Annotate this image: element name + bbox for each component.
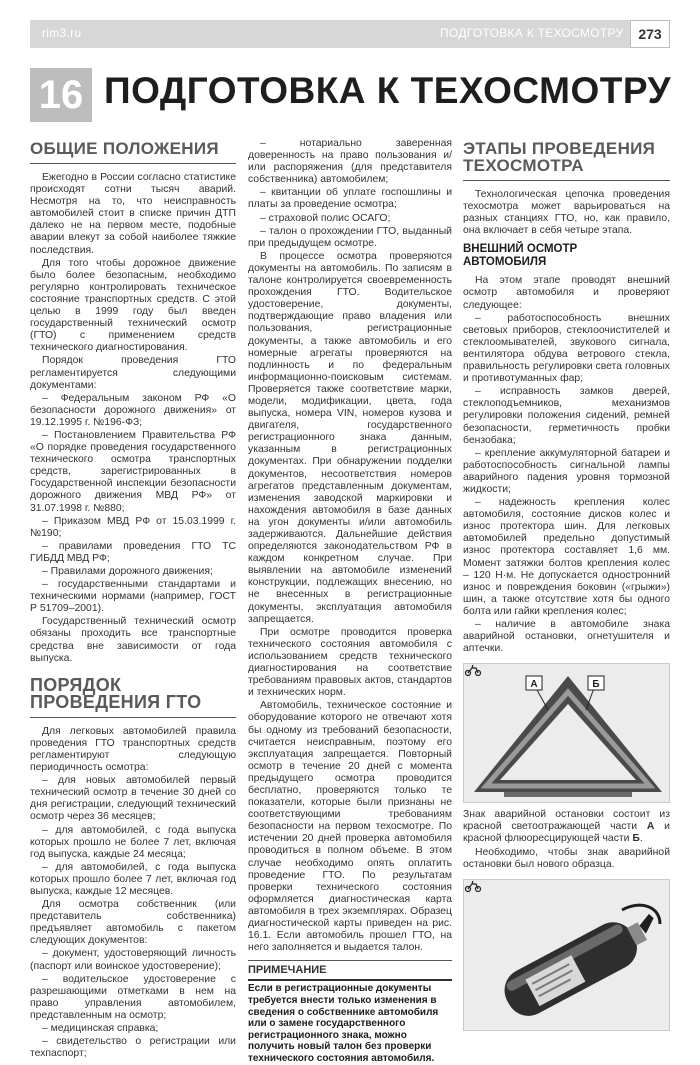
motorcycle-icon	[464, 880, 482, 892]
list-item: – надежность крепления колес автомобиля, состояние дисков колес и износ протектора шин. Для легковых автомобилей предельно допустимый износ протектора составляет 1,6 мм. Момент затяжки болтов крепления колес – 120 Н·м. Не допускается одностронний износ и повреждения боковин («грыжи») шин, а также отсутствие хотя бы одного болта или гайки крепления колес;	[463, 497, 670, 617]
column-1	[30, 140, 236, 1061]
subsection-title	[463, 243, 670, 269]
list-item: – нотариально заверенная доверенность на право пользования и/или распоряжения (для представителя собственника) автомобилем;	[248, 138, 452, 186]
section-title-line: ЭТАПЫ ПРОВЕДЕНИЯ	[463, 139, 656, 158]
list-item: – квитанции об уплате госпошлины и платы за проведение осмотра;	[248, 187, 452, 211]
list-item: – для автомобилей, с года выпуска которых прошло не более 7 лет, включая год выпуска, каждые 24 месяца;	[30, 824, 236, 860]
section-rule	[30, 163, 236, 164]
section-title-general: ОБЩИЕ ПОЛОЖЕНИЯ	[30, 139, 219, 158]
column-3	[463, 140, 670, 1037]
paragraph: Государственный технический осмотр обязаны проходить все транспортные средства вне зависимости от года выпуска.	[30, 616, 236, 664]
column-2	[248, 138, 452, 1065]
list-item: – Приказом МВД РФ от 15.03.1999 г. №190;	[30, 515, 236, 539]
caption-text: и красной флюоресцирующей части	[463, 821, 670, 845]
section-rule	[30, 717, 236, 718]
list-item: – Федеральным законом РФ «О безопасности дорожного движения» от 19.12.1995 г. №196-ФЗ;	[30, 392, 236, 428]
motorcycle-icon	[464, 664, 482, 676]
list-item: – для новых автомобилей первый технический осмотр в течение 30 дней со дня регистрации, следующий технический осмотр через 36 месяцев;	[30, 775, 236, 823]
list-item: – для автомобилей, с года выпуска которых прошло более 7 лет, включая год выпуска, каждые 12 месяцев.	[30, 861, 236, 897]
list-item: – водительское удостоверение с разрешающими отметками в нем на право управления автомобилем, представленным на осмотр;	[30, 973, 236, 1021]
caption-part-a: А	[646, 821, 655, 833]
list-item: – правилами проведения ГТО ТС ГИБДД МВД РФ;	[30, 540, 236, 564]
figure-caption	[463, 809, 670, 845]
subsection-title-line: АВТОМОБИЛЯ	[463, 256, 547, 269]
paragraph: Порядок проведения ГТО регламентируется следующими документами:	[30, 355, 236, 391]
fire-extinguisher-illustration	[464, 880, 671, 1032]
list-item: – документ, удостоверяющий личность (паспорт или воинское удостоверение);	[30, 948, 236, 972]
figure-label-b: Б	[592, 679, 600, 691]
list-item: – наличие в автомобиле знака аварийной остановки, огнетушителя и аптечки.	[463, 619, 670, 655]
paragraph: Автомобиль, техническое состояние и оборудование которого не отвечают хотя бы одному из требований безопасности, считается неисправным, поэтому его эксплуатация запрещается. Повторный осмотр в течение 20 дней с момента предыдущего осмотра проводится бесплатно, проверяются только те показатели, которые были признаны не соответствующими требованиям безопасности на первом техосмотре. По истечении 20 дней проверка автомобиля проводиться в полном объеме. В этом случае необходимо опять оплатить проведение ГТО. По результатам проверки технического состояния оформляется диагностическая карта автомобиля в трех экземплярах. Образец диагностической карты приведен на рис. 16.1. Если автомобиль прошел ГТО, на него заполняется и выдается талон.	[248, 700, 452, 954]
caption-text: Знак аварийной остановки состоит из красной светоотражающей части	[463, 809, 670, 833]
section-title-procedure	[30, 674, 236, 712]
warning-triangle-illustration	[464, 664, 671, 804]
paragraph: Для легковых автомобилей правила проведения ГТО транспортных средств регламентируют следующую периодичность осмотра:	[30, 725, 236, 774]
header-bar	[30, 20, 670, 48]
caption-text: .	[639, 833, 643, 845]
paragraph: При осмотре проводится проверка технического состояния автомобиля с использованием средств технического диагностирования на соответствие требованиям правовых актов, стандартов и технических норм.	[248, 626, 452, 699]
caption-part-b: Б	[632, 833, 640, 845]
chapter-title: ПОДГОТОВКА К ТЕХОСМОТРУ	[104, 70, 672, 111]
paragraph: Для того чтобы дорожное движение было более безопасным, необходимо регулярно контролировать техническое состояние транспортных средств. С этой целью в 1999 году был введен государственный технический осмотр (ГТО) с применением средств технического диагностирования.	[30, 257, 236, 354]
paragraph: Для осмотра собственник (или представитель собственника) предъявляет автомобиль с пакетом следующих документов:	[30, 899, 236, 947]
list-item: – Постановлением Правительства РФ «О порядке проведения государственного технического осмотра транспортных средств, зарегистрированных в Государственной инспекции безопасности дорожного движения МВД РФ» от 31.07.1998 г. №880;	[30, 429, 236, 514]
fire-extinguisher-figure	[463, 879, 670, 1031]
running-title: ПОДГОТОВКА К ТЕХОСМОТРУ	[440, 26, 624, 40]
paragraph: В процессе осмотра проверяются документы на автомобиль. По записям в талоне контролируется своевременность прохождения ГТО. Водительское удостоверение, документы, подтверждающие право владения или пользования, регистрационные документы, а также автомобиль и его номерные агрегаты проверяются на подлинность и по федеральным информационно-поисковым системам. Проверяется также соответствие марки, модели, модификации, цвета, года выпуска, номера VIN, номеров кузова и двигателя, государственного регистрационного знака данным, указанным в регистрационных документах. При обнаружении подделки документов, несоответствия номеров агрегатов представленным документам, изменения заводской маркировки и нахождения автомобиля в базе данных на угон документы и/или автомобиль задерживаются. Дальнейшие действия определяются законодательством РФ в каждом конкретном случае. При выявлении на автомобиле изменений конструкции, подлежащих внесению, но не внесенных в регистрационные документы, эксплуатация автомобиля запрещается.	[248, 250, 452, 625]
page-number: 273	[630, 20, 670, 48]
list-item: – государственными стандартами и техническими нормами (например, ГОСТ Р 51709–2001).	[30, 579, 236, 615]
list-item: – страховой полис ОСАГО;	[260, 212, 391, 224]
section-rule	[463, 180, 670, 181]
subsection-title-line: ВНЕШНИЙ ОСМОТР	[463, 243, 578, 256]
note-title: ПРИМЕЧАНИЕ	[248, 960, 452, 976]
section-title-line: ПОРЯДОК	[30, 674, 122, 695]
section-title-line: ПРОВЕДЕНИЯ ГТО	[30, 691, 202, 712]
paragraph: Необходимо, чтобы знак аварийной остановки был нового образца.	[463, 846, 670, 870]
figure-label-a: А	[530, 679, 538, 691]
list-item: – Правилами дорожного движения;	[42, 566, 213, 577]
paragraph: Ежегодно в России согласно статистике происходят сотни тысяч аварий. Несмотря на то, что неисправность автомобилей стоит в списке причин ДТП далеко не на первом месте, подобные аварии влекут за собой наиболее тяжкие последствия.	[30, 172, 236, 256]
paragraph: На этом этапе проводят внешний осмотр автомобиля и проверяют следующее:	[463, 275, 670, 311]
chapter-number: 16	[30, 68, 92, 122]
note-text: Если в регистрационные документы требуется внести только изменения в сведения о собственнике автомобиля или о замене государственного регистрационного знака, можно получить новый талон без проверки технического состояния автомобиля.	[248, 979, 452, 1064]
section-title-line: ТЕХОСМОТРА	[463, 156, 584, 175]
list-item: – исправность замков дверей, стеклоподъемников, механизмов регулировки положения сидений, ремней безопасности, герметичность пробки бензобака;	[463, 386, 670, 446]
list-item: – крепление аккумуляторной батареи и работоспособность сигнальной лампы аварийного падения уровня тормозной жидкости;	[463, 447, 670, 495]
list-item: – талон о прохождении ГТО, выданный при предыдущем осмотре.	[248, 225, 452, 249]
section-title-stages	[463, 140, 670, 174]
list-item: – свидетельство о регистрации или техпаспорт;	[30, 1036, 236, 1060]
warning-triangle-figure	[463, 663, 670, 803]
paragraph: Технологическая цепочка проведения техосмотра может варьироваться на разных станциях ГТО, но, как правило, она включает в себя четыре этапа.	[463, 189, 670, 237]
list-item: – работоспособность внешних световых приборов, стеклоочистителей и стеклоомывателей, звукового сигнала, вентилятора обдува ветрового стекла, правильность регулировки света головных и противотуманных фар;	[463, 312, 670, 385]
list-item: – медицинская справка;	[42, 1023, 159, 1034]
site-name: rim3.ru	[42, 26, 82, 40]
